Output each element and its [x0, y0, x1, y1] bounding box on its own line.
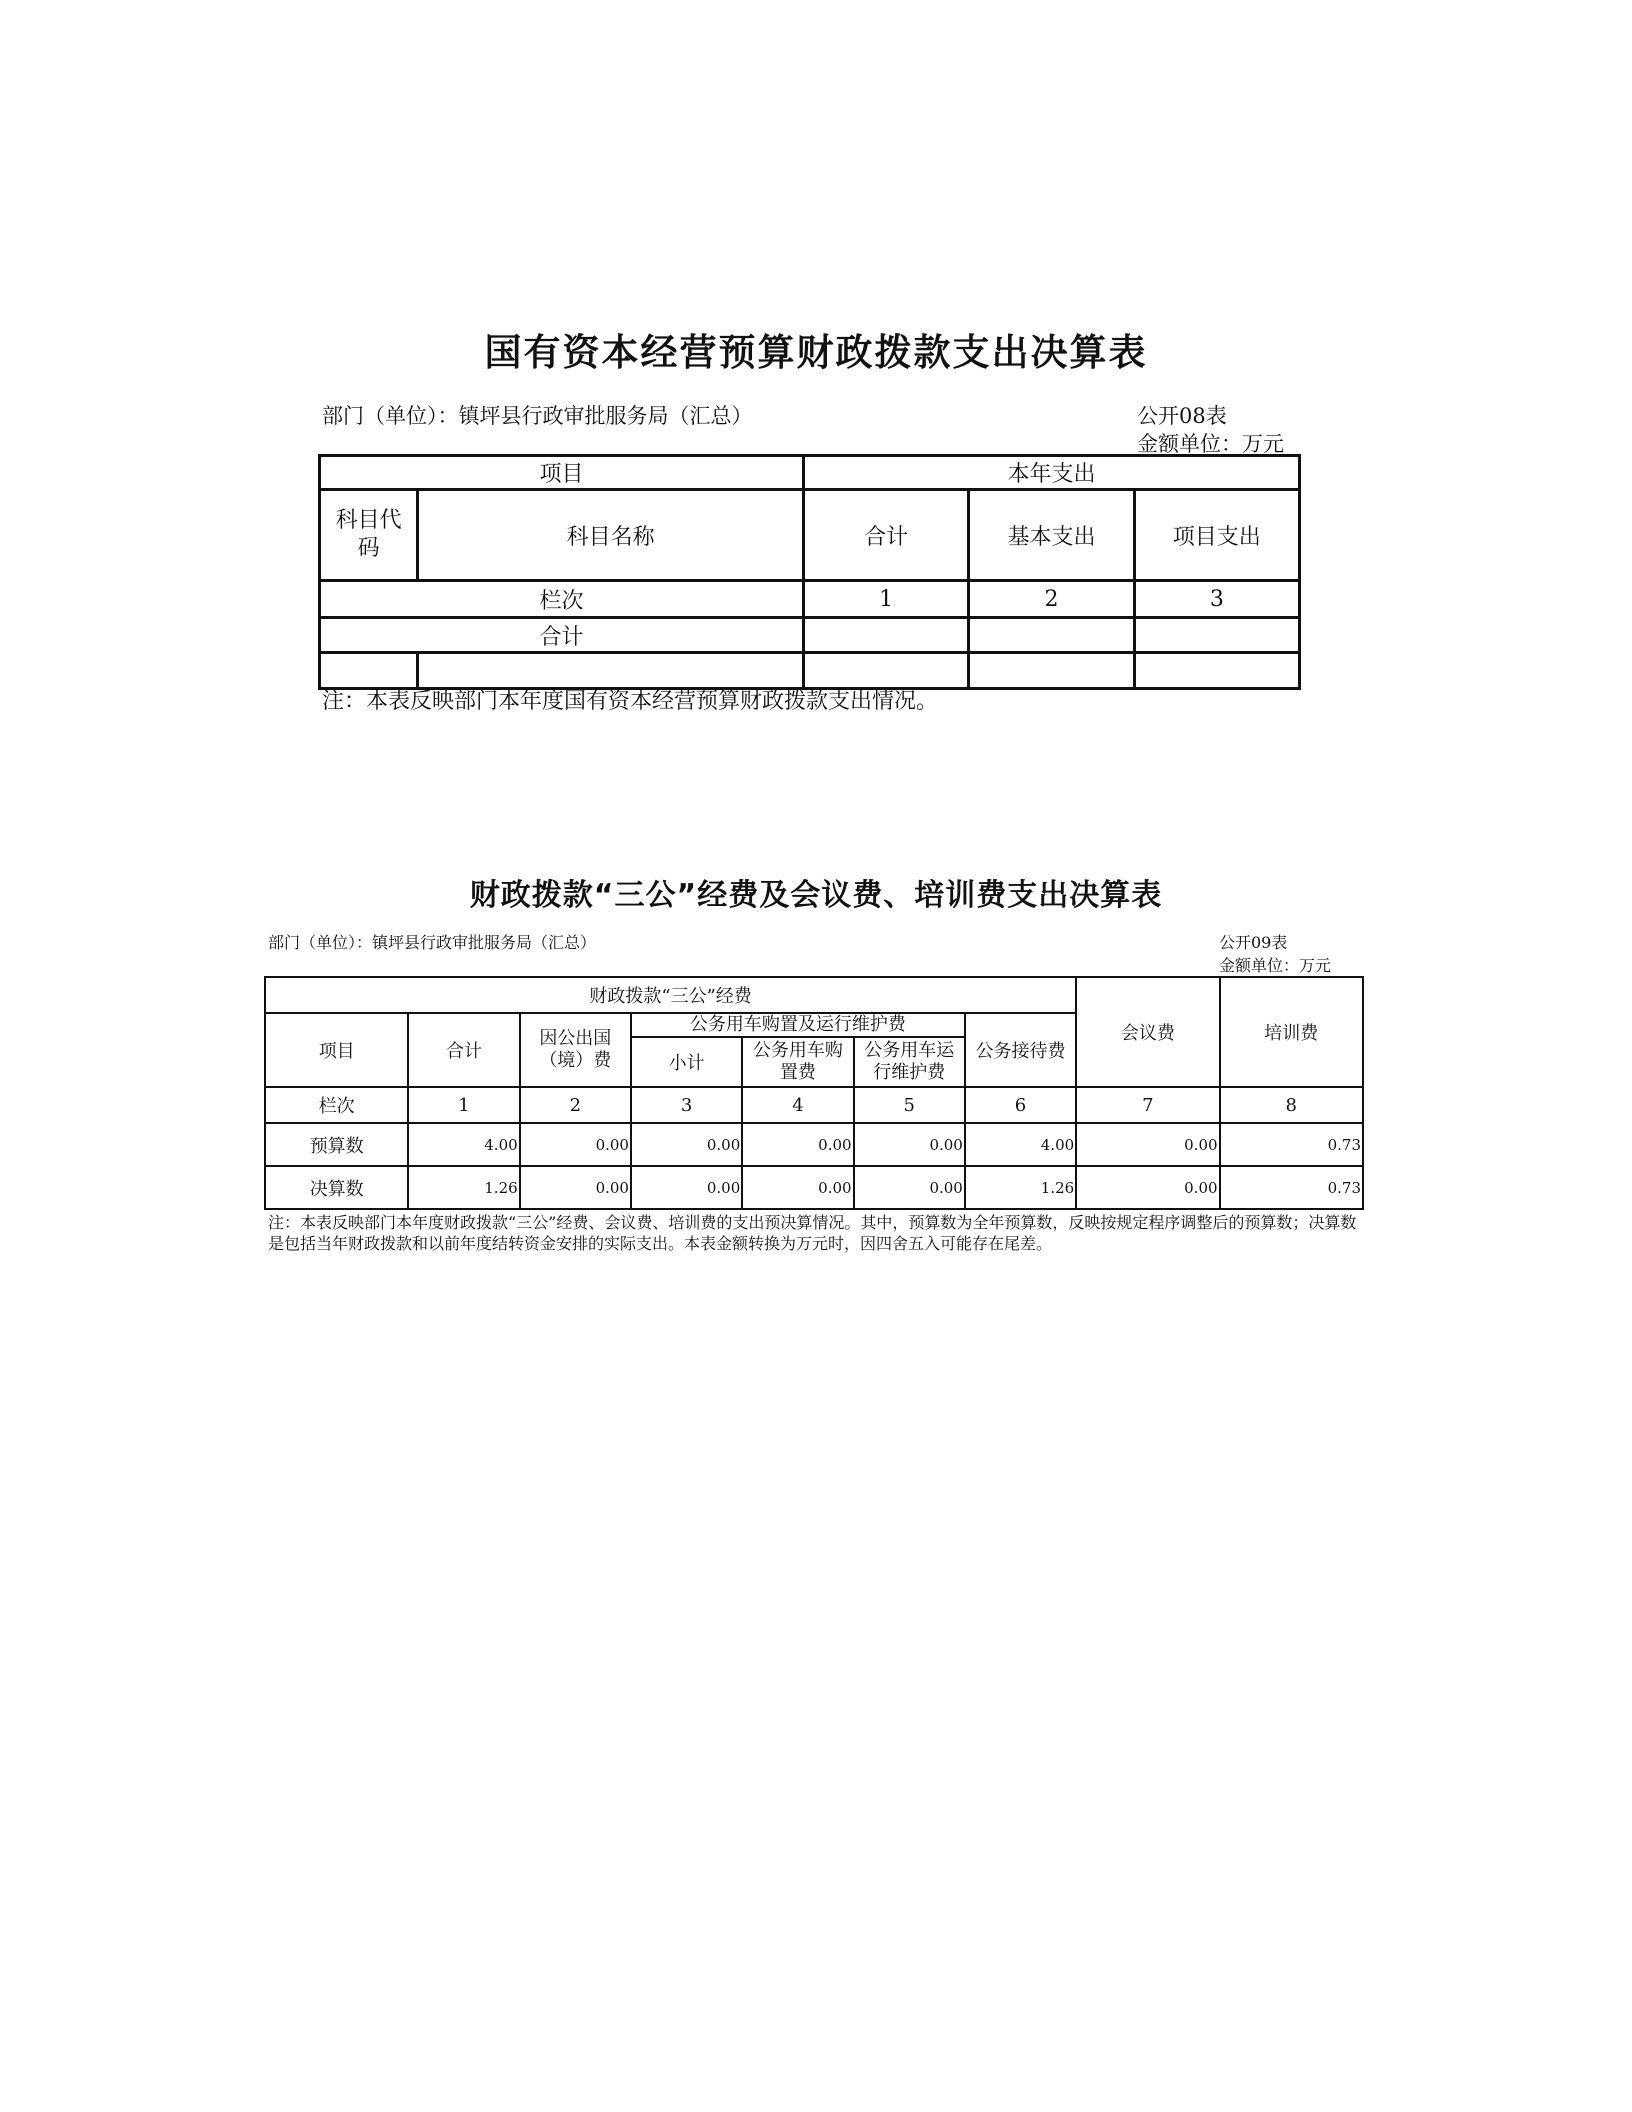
table8-total-cell [1134, 618, 1299, 653]
table8-col-1: 1 [803, 581, 968, 618]
table8-header-item: 项目 [320, 456, 804, 490]
table8-col-2: 2 [969, 581, 1134, 618]
table9-cell: 0.00 [1076, 1166, 1219, 1209]
table8-row-col-label: 栏次 [320, 581, 804, 618]
table8-unit: 金额单位：万元 [1137, 432, 1284, 456]
table9-row-label: 预算数 [265, 1123, 408, 1166]
table8 [318, 454, 1301, 690]
table9-dept: 部门（单位）：镇坪县行政审批服务局（汇总） [268, 933, 597, 952]
table8-header-basic: 基本支出 [969, 490, 1134, 581]
table8-header-code: 科目代码 [320, 490, 418, 581]
table9-cell: 0.00 [854, 1123, 965, 1166]
table9-cell: 0.00 [742, 1123, 853, 1166]
table9-col-number: 2 [520, 1087, 631, 1123]
table9-row-label: 决算数 [265, 1166, 408, 1209]
table8-total-cell [803, 618, 968, 653]
table9-header-item: 项目 [265, 1013, 408, 1087]
table9-header-car-buy: 公务用车购置费 [742, 1037, 853, 1087]
table8-empty-cell [1134, 653, 1299, 689]
table-row [265, 1123, 1363, 1166]
table8-title: 国有资本经营预算财政拨款支出决算表 [484, 331, 1148, 374]
table9-cell: 0.00 [854, 1166, 965, 1209]
table9-cell: 0.00 [631, 1123, 742, 1166]
table9-header-reception: 公务接待费 [965, 1013, 1076, 1087]
table8-empty-cell [969, 653, 1134, 689]
table8-header-total: 合计 [803, 490, 968, 581]
table9-col-number: 4 [742, 1087, 853, 1123]
table9-cell: 0.00 [520, 1166, 631, 1209]
table8-dept: 部门（单位）：镇坪县行政审批服务局（汇总） [322, 404, 753, 428]
table8-header-name: 科目名称 [418, 490, 804, 581]
table9-title: 财政拨款“三公”经费及会议费、培训费支出决算表 [469, 878, 1163, 913]
table9-cell: 0.73 [1220, 1166, 1363, 1209]
table9-col-number: 3 [631, 1087, 742, 1123]
table8-code: 公开08表 [1137, 404, 1227, 428]
table9-col-number: 6 [965, 1087, 1076, 1123]
table9-row-col-label: 栏次 [265, 1087, 408, 1123]
table9-col-number: 8 [1220, 1087, 1363, 1123]
table9-note: 注：本表反映部门本年度财政拨款“三公”经费、会议费、培训费的支出预决算情况。其中，预算数为全年预算数，反映按规定程序调整后的预算数；决算数是包括当年财政拨款和以前年度结转资金安排的实际支出。本表金额转换为万元时，因四舍五入可能存在尾差。 [268, 1213, 1357, 1253]
table8-row-total-label: 合计 [320, 618, 804, 653]
table9-code: 公开09表 [1219, 933, 1288, 952]
table8-col-3: 3 [1134, 581, 1299, 618]
table8-note: 注：本表反映部门本年度国有资本经营预算财政拨款支出情况。 [322, 689, 939, 714]
table9-cell: 0.00 [1076, 1123, 1219, 1166]
table9-header-subtotal: 小计 [631, 1037, 742, 1087]
table9-cell: 0.00 [631, 1166, 742, 1209]
table9-header-car-run: 公务用车运行维护费 [854, 1037, 965, 1087]
table8-header-project: 项目支出 [1134, 490, 1299, 581]
table9-cell: 1.26 [408, 1166, 519, 1209]
table9-cell: 0.00 [520, 1123, 631, 1166]
table9-col-number: 5 [854, 1087, 965, 1123]
table8-total-cell [969, 618, 1134, 653]
table9-header-total: 合计 [408, 1013, 519, 1087]
table9-cell: 4.00 [965, 1123, 1076, 1166]
table8-header-year: 本年支出 [803, 456, 1299, 490]
table9-header-training: 培训费 [1220, 977, 1363, 1087]
table9-col-number: 1 [408, 1087, 519, 1123]
table9-unit: 金额单位：万元 [1219, 956, 1332, 975]
table9-header-abroad: 因公出国（境）费 [520, 1013, 631, 1087]
table9-header-meeting: 会议费 [1076, 977, 1219, 1087]
table9-cell: 0.73 [1220, 1123, 1363, 1166]
table9-col-number: 7 [1076, 1087, 1219, 1123]
table9-header-car: 公务用车购置及运行维护费 [631, 1013, 965, 1037]
table9-cell: 1.26 [965, 1166, 1076, 1209]
table9-cell: 0.00 [742, 1166, 853, 1209]
table9 [264, 976, 1364, 1210]
table9-header-sangong: 财政拨款“三公”经费 [265, 977, 1076, 1013]
table9-cell: 4.00 [408, 1123, 519, 1166]
table-row [265, 1166, 1363, 1209]
